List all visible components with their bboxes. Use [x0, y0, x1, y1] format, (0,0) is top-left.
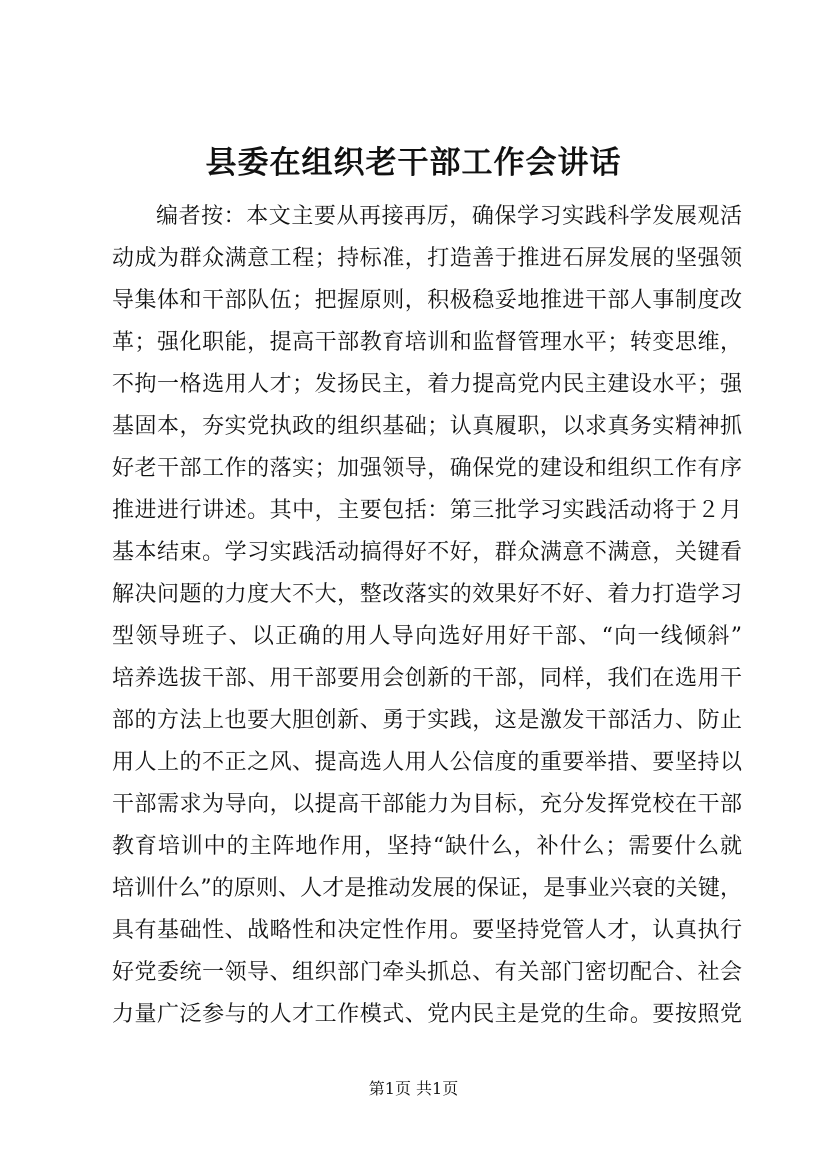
- body-line: 干部需求为导向，以提高干部能力为目标，充分发挥党校在干部: [112, 792, 742, 817]
- body-line: 好党委统一领导、组织部门牵头抓总、有关部门密切配合、社会: [112, 960, 742, 985]
- body-line: 推进进行讲述。其中，主要包括：第三批学习实践活动将于２月: [112, 498, 742, 523]
- document-title: 县委在组织老干部工作会讲话: [205, 145, 622, 181]
- body-line: 部的方法上也要大胆创新、勇于实践，这是激发干部活力、防止: [112, 708, 742, 733]
- document-body: [112, 196, 742, 1036]
- body-line: 革；强化职能，提高干部教育培训和监督管理水平；转变思维，: [112, 330, 742, 355]
- body-line: 型领导班子、以正确的用人导向选好用好干部、“向一线倾斜”: [112, 624, 742, 649]
- body-line: 基固本，夯实党执政的组织基础；认真履职，以求真务实精神抓: [112, 414, 742, 439]
- body-line: 力量广泛参与的人才工作模式、党内民主是党的生命。要按照党: [112, 1002, 742, 1027]
- body-line: 不拘一格选用人才；发扬民主，着力提高党内民主建设水平；强: [112, 372, 742, 397]
- page-number: 第1页 共1页: [368, 1079, 459, 1098]
- body-line: 教育培训中的主阵地作用，坚持“缺什么，补什么；需要什么就: [112, 834, 742, 859]
- body-line: 具有基础性、战略性和决定性作用。要坚持党管人才，认真执行: [112, 918, 742, 943]
- body-line: 解决问题的力度大不大，整改落实的效果好不好、着力打造学习: [112, 582, 742, 607]
- body-line: 培养选拔干部、用干部要用会创新的干部，同样，我们在选用干: [112, 666, 742, 691]
- body-line: 好老干部工作的落实；加强领导，确保党的建设和组织工作有序: [112, 456, 742, 481]
- body-line: 用人上的不正之风、提高选人用人公信度的重要举措、要坚持以: [112, 750, 742, 775]
- body-line: 基本结束。学习实践活动搞得好不好，群众满意不满意，关键看: [112, 540, 742, 565]
- body-line: 导集体和干部队伍；把握原则，积极稳妥地推进干部人事制度改: [112, 288, 742, 313]
- body-line: 培训什么”的原则、人才是推动发展的保证，是事业兴衰的关键，: [112, 876, 742, 901]
- body-line: 编者按：本文主要从再接再厉，确保学习实践科学发展观活: [156, 204, 742, 229]
- body-line: 动成为群众满意工程；持标准，打造善于推进石屏发展的坚强领: [112, 246, 742, 271]
